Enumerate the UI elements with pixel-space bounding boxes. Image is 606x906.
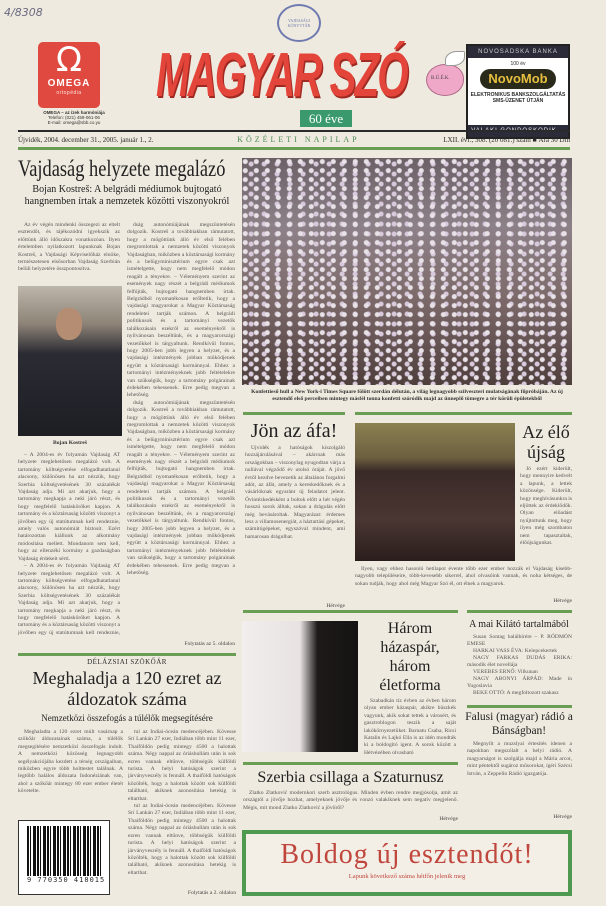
ad-brand: NovoMob <box>480 69 556 89</box>
ad-years: 100 év <box>510 61 526 67</box>
omega-logo <box>38 42 100 108</box>
divider <box>467 610 572 613</box>
lead-headline[interactable] <box>18 156 240 182</box>
vat-body: Újvidék a hatóságok kiszolgáló hozzájárulásával – akárcsak más országokban – viszonylag nyugodtan várja a nullával végződő év utolsó óráját. A jövő évtől kezdve bevezetik az általános forgalmi adót, az áfát, amely a kereskedőknek és a vásárlóknak egyaránt új feladatot jelent. Óvintézkedésként a boltok előtt a hét végén hosszú sorok álltak, sokan a drágulás előtt még bevásároltak. Magyarázat: érdemes lesz a villamosenergiát, a háztartási gépeket, számítógépeket, egyszóval mindent, ami hamarosan drágulhat. <box>245 445 345 540</box>
omega-icon: Ω <box>56 40 82 80</box>
vat-headline[interactable]: Jön az áfa! <box>250 420 338 442</box>
saturn-headline[interactable]: Szerbia csillaga a Szaturnusz <box>257 769 444 786</box>
pig-label: B.Ú.É.K. <box>431 76 450 81</box>
masthead-title: MAGYAR SZÓ <box>156 41 407 110</box>
barcode <box>18 820 110 895</box>
living-paper-body: Jó ezért kiderült, hogy mennyire kedvelt a lapunk, a lettek közönsége. Kiderült, hogy meghívásunkra is eljöttek az érdeklődők. Olyan előadást nyújtottunk meg, hogy ilyen még szombaton nem tapasztaltak, élőújságunkat. <box>520 466 572 547</box>
barcode-bars <box>27 826 101 876</box>
ad-bank: NOVOSADSKA BANKA <box>468 46 568 58</box>
header-green-rule <box>18 147 570 150</box>
vat-signature: Hétvége <box>326 603 345 609</box>
kilato-item[interactable]: NAGY ABONYI ÁRPÁD: Made in Yugoslavia <box>467 676 572 689</box>
kilato-item[interactable]: VEREBES ERNŐ: Vilkunan <box>473 669 538 675</box>
lead-column-1b: – A 2004-es év folyamán Vajdaság AT helyzete meglehetősen megalázó volt. A tartomány költségvetése elfogadhatatlanul alacsony, különösen ha azt nézzük, hogy Szerbia költségvetésének 30 százalékát Vajdaság adja. Mi azt akarjuk, hogy a tartomány megkapja a neki járó részt, és hogy megfelelő hatásköröket kapjon. A tartomány és a köztársaság közötti viszonyt a jövőben egy új statútumnak kell rendeznie, amely valós autonómiát biztosít. Ezért határozottan kiállunk az alkotmány módosítása mellett. Mondanom sem kell, hogy az ellenzéki kormány a gazdaságban Vajdaság érdekeit sérti. – A 2004-es év folyamán Vajdaság AT helyzete meglehetősen megalázó volt. A tartomány költségvetése elfogadhatatlanul alacsony, különösen ha azt nézzük, hogy Szerbia költségvetésének 30 százalékát Vajdaság adja. Mi azt akarjuk, hogy a tartomány megkapja a neki járó részt, és hogy megfelelő hatásköröket kapjon. A tartomány és a köztársaság közötti viszonyt a jövőben egy új statútumnak kell rendeznie, <box>18 452 120 636</box>
radio-signature: Hétvége <box>553 814 572 820</box>
portrait-face <box>56 308 82 340</box>
library-stamp <box>277 4 321 42</box>
barcode-number: 9 770350 418015 <box>27 876 106 884</box>
tsunami-kicker: DÉLÁZSIAI SZÖKŐÁR <box>87 658 167 666</box>
new-year-banner <box>242 830 572 896</box>
living-paper-signature: Hétvége <box>553 598 572 604</box>
divider <box>467 705 572 708</box>
lead-intro: Az év végén mindenki összegezi az eltelt esztendőt, és tájékozódni igyekszik az előttünk álló időszakra vonatkozóan. Ilyen értelemben nyilatkozott lapunknak Bojan Kostreš, a Vajdasági Képviselőház elnöke, természetesen elsősorban Vajdaság Szerbián belüli helyzetére összpontosítva. <box>18 222 120 273</box>
stamp-text: VAJDASÁGI KÖNYVTÁR <box>287 18 311 28</box>
omega-sub: ortopédia <box>56 90 82 96</box>
saturn-body: Zlatko Zlatković modernkori szerb asztrológus. Minden évben rendre megjósolja, amit az országtól a jövője hozhat, amelyeknek jövője és vonzó valakiknek sem negatív megjelenő. Mégis, mit mond Zlatko Zlatković a jövőről? <box>243 790 458 811</box>
kostres-photo <box>18 286 122 436</box>
handwritten-archive-number: 4/8308 <box>4 6 43 19</box>
lead-headline-text: Vajdaság helyzete megalázó <box>18 156 226 181</box>
times-square-confetti-photo <box>242 158 572 385</box>
saturn-signature: Hétvége <box>439 816 458 822</box>
paper-subtitle: KÖZÉLETI NAPILAP <box>237 135 360 144</box>
tsunami-headline[interactable]: Meghaladja a 120 ezret az áldozatok száma <box>32 668 222 709</box>
kilato-item[interactable]: Susan Sontag halálhírére – P. RÓDMÓN EMESE <box>467 634 572 647</box>
tsunami-column-2: tul az Indiai-óceán medencéjében. Kövesse Srí Lankán 27 ezer, Indiában több mint 11 ezer, Thaiföldön pedig mintegy 4500 a halottak száma. Négy nappal az óriáshullám után is sok ezren vannak eltűnve, többségük külföldi turista. A helyi hatóságok szerint a járványveszély is fennáll. A thaiföldi hatóságok közölték, hogy a halottak között sok külföldi található, akiknek azonosítása hetekig is eltarthat. tul az Indiai-óceán medencéjében. Kövesse Srí Lankán 27 ezer, Indiában több mint 11 ezer, Thaiföldön pedig mintegy 4500 a halottak száma. Négy nappal az óriáshullám után is sok ezren vannak eltűnve, többségük külföldi turista. A helyi hatóságok szerint a járványveszély is fennáll. A thaiföldi hatóságok közölték, hogy a halottak között sok külföldi található, akiknek azonosítása hetekig is eltarthat. <box>128 729 236 876</box>
header-rule <box>18 130 570 132</box>
divider <box>243 610 458 613</box>
divider <box>18 653 236 656</box>
bank-advertisement[interactable] <box>466 44 570 139</box>
lead-continued[interactable]: Folytatás az 5. oldalon <box>184 641 235 647</box>
divider <box>355 412 572 415</box>
tsunami-continued[interactable]: Folytatás a 2. oldalon <box>187 890 236 896</box>
wedding-photo <box>242 621 358 752</box>
radio-headline[interactable]: Falusi (magyar) rádió a Bánságban! <box>465 711 573 737</box>
flying-pig-icon <box>426 64 464 96</box>
kilato-list <box>467 634 572 697</box>
divider <box>243 762 458 765</box>
omega-info <box>30 110 118 125</box>
omega-tagline: OMEGA – az ízek harmóniája <box>43 110 105 115</box>
kilato-item[interactable]: NAGY FARKAS DUDÁS ERIKA: második élet novellája <box>467 655 572 668</box>
ad-desc: ELEKTRONIKUS BANKSZOLGÁLTATÁS SMS-ÜZENET ÚTJÁN <box>470 92 566 104</box>
dateline <box>18 135 570 144</box>
wing-icon <box>445 51 465 66</box>
divider <box>243 412 345 415</box>
couples-body: Szabadkán tíz évben az évben három olyan ember házaspár, akikre büszkék vagyunk, akik sokat tettek a városért, és gasztroblogon teszik a saját lakókörnyezetüket. Barnatu Csaba, Ricsi Katalin és Lajkó Ella is az idén mondták ki a boldogító igent. A sorok között a Hétvégében olvasható <box>364 698 456 754</box>
issue-date: Újvidék, 2004. december 31., 2005. január 1., 2. <box>18 135 154 144</box>
living-paper-body-2: Ilyen, vagy ehhez hasonló hetilapot évente több ezer ember hozzák el Vajdaság kisebb-nagyobb településeire, több-kevesebb sikerrel, ahol olvasóink vannak, és noha kétséges, de sokan tudják, hogy ahol még Magyar Szó él, ott élnek a magyarok. <box>355 566 572 587</box>
main-photo-caption: Konfettieső hull a New York-i Times Square fölött szerdán délután, a világ legnagyobb szilveszteri mulatságának főpróbáján. Az új esztendő első perceiben mintegy másfél tonna konfetti szóródik majd az ünneplő tömegre a tér körüli épületekből <box>251 389 563 402</box>
tsunami-subtitle: Nemzetközi összefogás a túlélők megsegítésére <box>41 713 213 723</box>
banner-subtitle: Lapunk következő száma hétfőn jelenik meg <box>348 873 466 880</box>
tsunami-column-1: Meghaladta a 120 ezret múlt vasárnap a szökőár áldozatainak száma, a túlélők megsegítésére nemzetközi összefogás indult. A nemzetközi közösség legnagyobb segélyakciójába kezdett a térség országaiban, miközben egyre több holttestet találnak. A legtöbb halálos áldozata Indonéziának van, ahol a szökőár mintegy 80 ezer ember életét követelte. <box>18 729 123 795</box>
kostres-caption: Bojan Kostreš <box>53 440 87 446</box>
couples-headline[interactable]: Három házaspár, három életforma <box>379 620 441 694</box>
living-paper-headline[interactable]: Az élő újság <box>522 422 570 462</box>
anniversary-badge: 60 éve <box>300 110 352 127</box>
kilato-item[interactable]: HARKAI VASS ÉVA: Kelepcekertek <box>473 648 558 654</box>
kilato-item[interactable]: BEKE OTTÓ: A megfoltozott szakasz <box>473 690 559 696</box>
omega-phone: Telefon: (021) 459-061-06 <box>48 115 100 120</box>
lead-subtitle: Bojan Kostreš: A belgrádi médiumok bujtogató hangnemben írtak a nemzetek közötti viszonyokról <box>24 184 230 207</box>
lead-column-2: dság autonómiájának megszüntetésén dolgozik. Kostreš a továbbiakban rámutatott, hogy a mögöttünk álló év első felében megromlottak a nemzetek közötti viszonyok Vajdaságban, miközben a köztársasági kormány és a belügyminisztérium egyre csak azt ismételgette, hogy nem megfelelő módon reagált a tényekre. – Véleményem szerint az események nagy részét a belgrádi médiumok felfújták, bujtogató hangnemben írtak. Belgrádból nyomatékosan erőltetik, hogy a vajdasági magyarokat a Magyar Köztársaság rendeletei tartják számon. A belgrádi politikusok és a tartományi vezetők találkozásain ezekről az eseményekről is nyilvánosan beszéltünk, és a magyarországi vezetőkkel is tárgyaltunk. Rendkívül fontos, hogy 2005-ben jobb legyen a helyzet, és a vajdasági intézmények jobban működjenek együtt a köztársasági kormánnyal. Ehhez a tartományi intézményeknek jobb feltételekre van szükségük, hogy a tartomány polgárainak érdekében tehessenek. Erre pedig megvan a lehetőség. dság autonómiájának megszüntetésén dolgozik. Kostreš a továbbiakban rámutatott, hogy a mögöttünk álló év első felében megromlottak a nemzetek közötti viszonyok Vajdaságban, miközben a köztársasági kormány és a belügyminisztérium egyre csak azt ismételgette, hogy nem megfelelő módon reagált a tényekre. – Véleményem szerint az események nagy részét a belgrádi médiumok felfújták, bujtogató hangnemben írtak. Belgrádból nyomatékosan erőltetik, hogy a vajdasági magyarokat a Magyar Köztársaság rendeletei tartják számon. A belgrádi politikusok és a tartományi vezetők találkozásain ezekről az eseményekről is nyilvánosan beszéltünk, és a magyarországi vezetőkkel is tárgyaltunk. Rendkívül fontos, hogy 2005-ben jobb legyen a helyzet, és a vajdasági intézmények jobban működjenek együtt a köztársasági kormánnyal. Ehhez a tartományi intézményeknek jobb feltételekre van szükségük, hogy a tartomány polgárainak érdekében tehessenek. Erre pedig megvan a lehetőség. <box>127 222 235 577</box>
issue-number: LXII. évf., 308. (20 081.) szám ■ Ára 30 Din <box>443 135 570 144</box>
omega-name: OMEGA <box>47 78 91 89</box>
banner-title: Boldog új esztendőt! <box>280 839 534 870</box>
radio-body: Megnyílt a muzslyai értesítés idenen a napokban megszólalt a helyi rádió. A magyarságot is szolgálja majd a Mária arcot, mint péntektől sugároz műsorokat, ígéri Szécsi István, a Zeppelin Rádió igazgatója. <box>467 741 572 777</box>
omega-email: E-mail: omega@sbb.co.yu <box>47 120 101 125</box>
kilato-headline[interactable]: A mai Kilátó tartalmából <box>469 619 569 630</box>
audience-photo <box>355 423 515 561</box>
